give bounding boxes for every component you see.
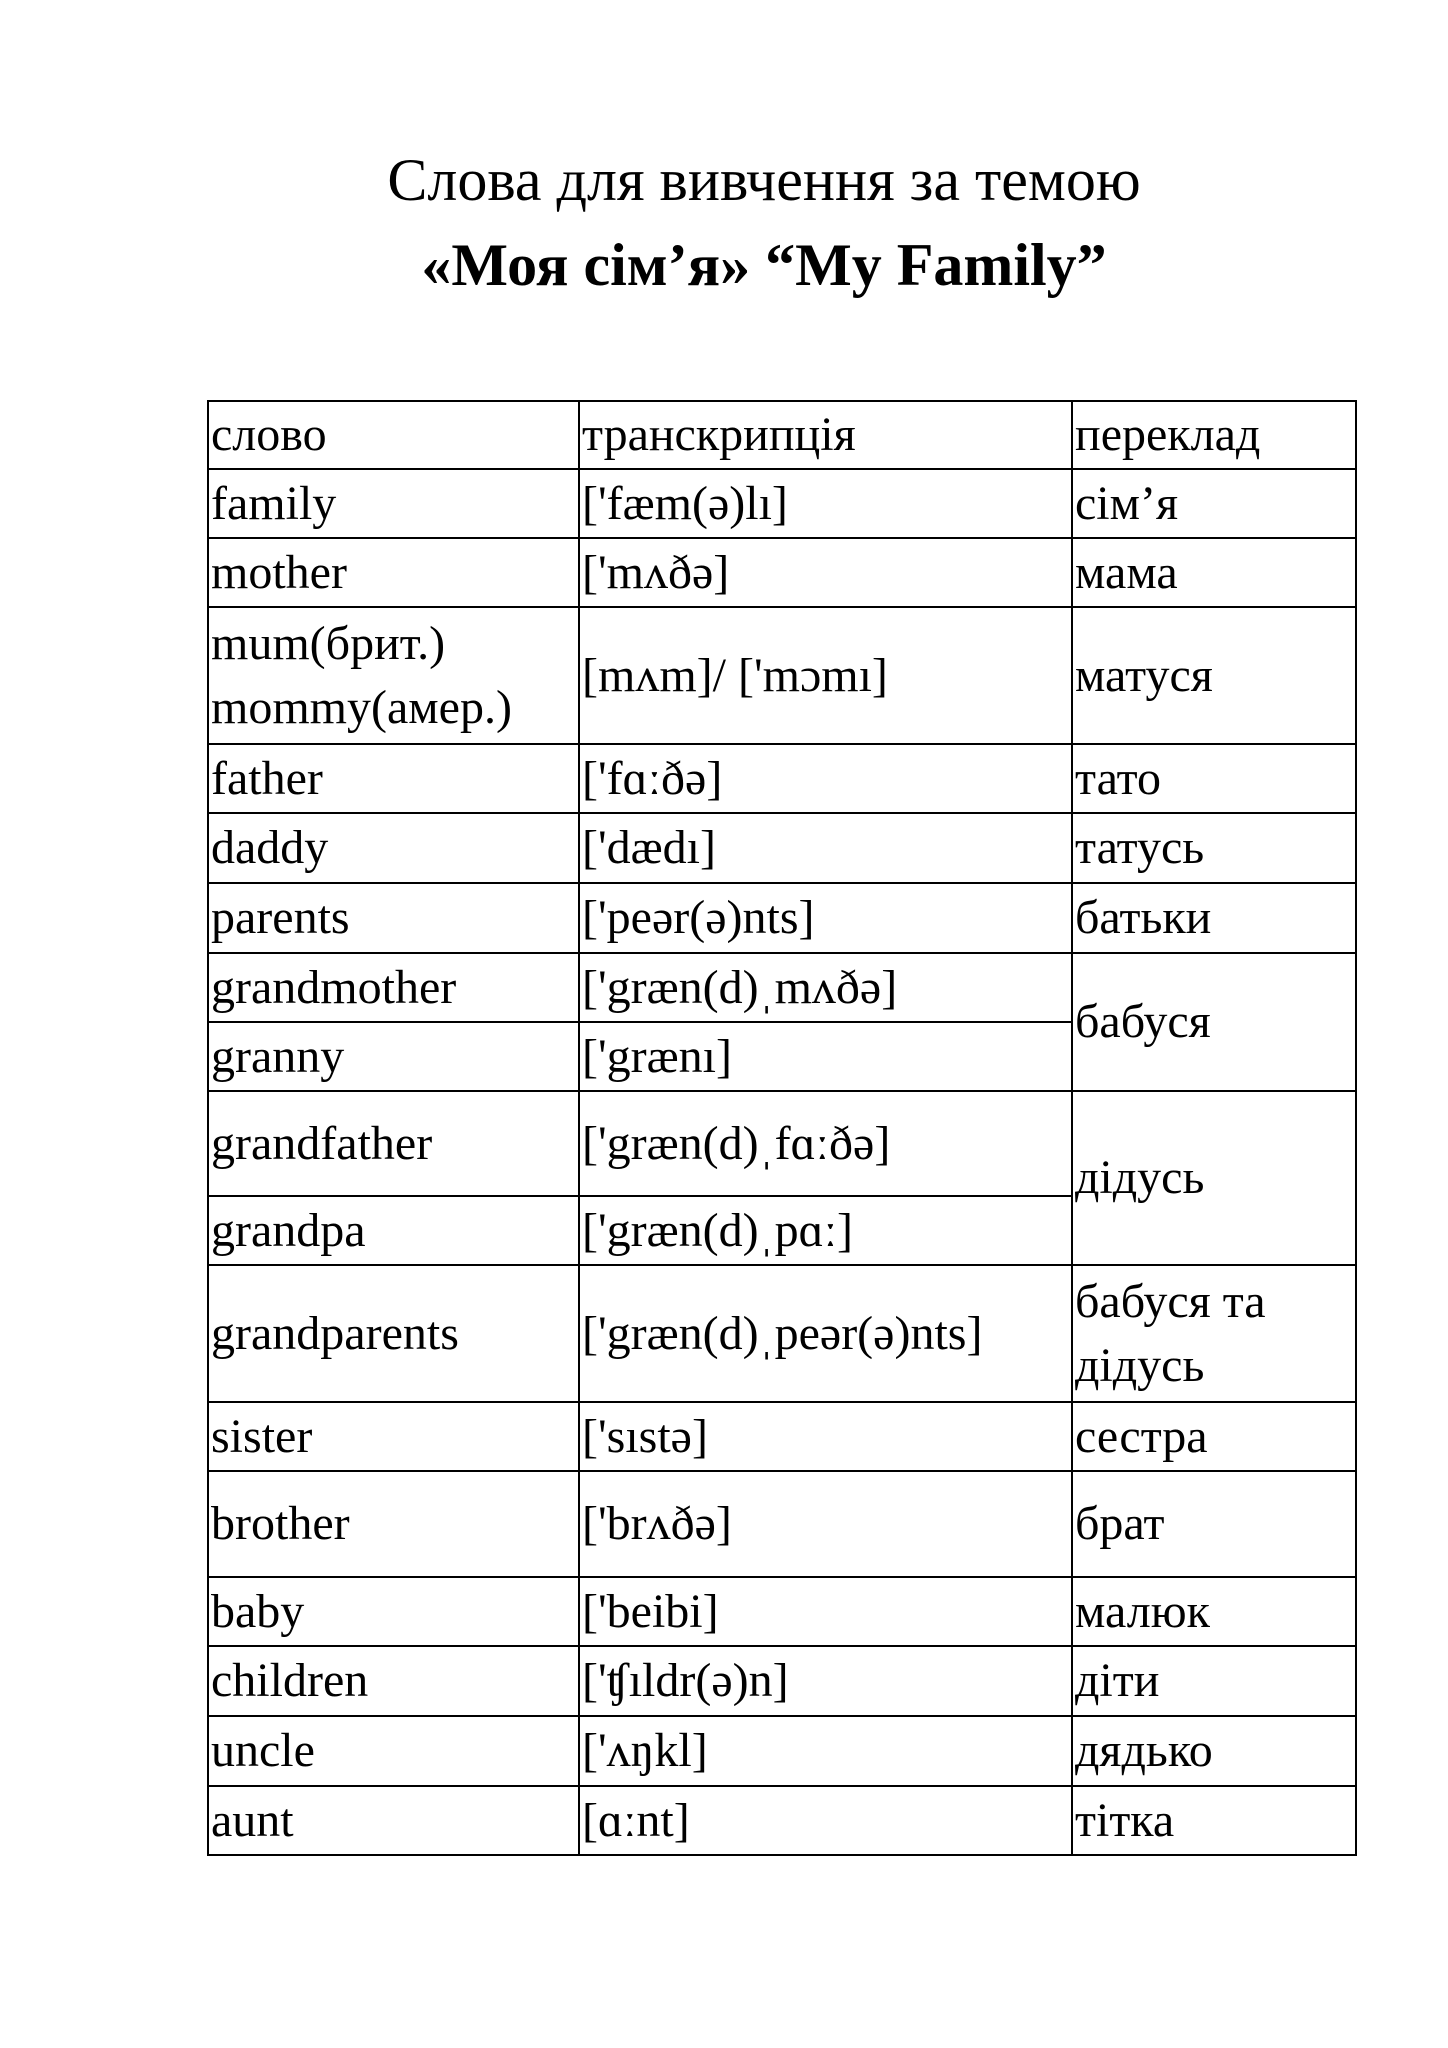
translation-cell: мама (1072, 538, 1356, 607)
header-transcription: транскрипція (579, 401, 1072, 469)
header-word: слово (208, 401, 579, 469)
word-cell: parents (208, 883, 579, 953)
transcription-cell: ['græn(d)ˌmʌðə] (579, 953, 1072, 1022)
word-cell: mother (208, 538, 579, 607)
word-cell: father (208, 744, 579, 813)
translation-cell: татусь (1072, 813, 1356, 883)
word-cell: uncle (208, 1716, 579, 1786)
word-cell: grandmother (208, 953, 579, 1022)
transcription-cell: ['ʧıldr(ə)n] (579, 1646, 1072, 1716)
word-cell: sister (208, 1402, 579, 1471)
translation-cell: батьки (1072, 883, 1356, 953)
word-cell (208, 607, 579, 744)
translation-cell (1072, 1265, 1356, 1402)
table-row (208, 1577, 1356, 1646)
transcription-cell: ['peər(ə)nts] (579, 883, 1072, 953)
table-row (208, 1716, 1356, 1786)
transcription-cell: ['græn(d)ˌpeər(ə)nts] (579, 1265, 1072, 1402)
table-row (208, 1265, 1356, 1402)
translation-line-1: бабуся та (1075, 1274, 1266, 1328)
transcription-cell: ['beibi] (579, 1577, 1072, 1646)
table-row (208, 538, 1356, 607)
table-header-row (208, 401, 1356, 469)
vocabulary-table (207, 400, 1357, 1856)
title-line-1: Слова для вивчення за темою (387, 147, 1141, 213)
transcription-cell: [ɑːnt] (579, 1786, 1072, 1855)
transcription-cell: [mʌm]/ ['mɔmı] (579, 607, 1072, 744)
translation-cell: сім’я (1072, 469, 1356, 538)
transcription-cell: ['græn(d)ˌpɑː] (579, 1196, 1072, 1265)
table-row (208, 469, 1356, 538)
word-cell: grandpa (208, 1196, 579, 1265)
word-cell: grandfather (208, 1091, 579, 1196)
translation-cell: тато (1072, 744, 1356, 813)
table-row (208, 744, 1356, 813)
table-row (208, 1091, 1356, 1196)
transcription-cell: ['græn(d)ˌfɑːðə] (579, 1091, 1072, 1196)
translation-cell: бабуся (1072, 953, 1356, 1091)
transcription-cell: ['ʌŋkl] (579, 1716, 1072, 1786)
transcription-cell: ['sıstə] (579, 1402, 1072, 1471)
word-line-1: mum(брит.) (211, 616, 446, 670)
word-line-2: mommy(амер.) (211, 680, 512, 734)
transcription-cell: ['fɑːðə] (579, 744, 1072, 813)
table-row (208, 1786, 1356, 1855)
table-row (208, 813, 1356, 883)
table-row (208, 1646, 1356, 1716)
table-row (208, 1402, 1356, 1471)
header-translation: переклад (1072, 401, 1356, 469)
title-line-2: «Моя сім’я» “My Family” (421, 232, 1107, 298)
word-cell: brother (208, 1471, 579, 1577)
word-cell: granny (208, 1022, 579, 1091)
word-cell: aunt (208, 1786, 579, 1855)
translation-cell: дідусь (1072, 1091, 1356, 1265)
word-cell: children (208, 1646, 579, 1716)
translation-cell: дядько (1072, 1716, 1356, 1786)
translation-cell: сестра (1072, 1402, 1356, 1471)
translation-cell: тітка (1072, 1786, 1356, 1855)
word-cell: family (208, 469, 579, 538)
transcription-cell: ['dædı] (579, 813, 1072, 883)
translation-line-2: дідусь (1075, 1338, 1205, 1392)
table-row (208, 607, 1356, 744)
transcription-cell: ['brʌðə] (579, 1471, 1072, 1577)
transcription-cell: ['grænı] (579, 1022, 1072, 1091)
table-row (208, 953, 1356, 1022)
table-row (208, 883, 1356, 953)
translation-cell: малюк (1072, 1577, 1356, 1646)
word-cell: baby (208, 1577, 579, 1646)
transcription-cell: ['mʌðə] (579, 538, 1072, 607)
table-row (208, 1471, 1356, 1577)
word-cell: grandparents (208, 1265, 579, 1402)
transcription-cell: ['fæm(ə)lı] (579, 469, 1072, 538)
word-cell: daddy (208, 813, 579, 883)
translation-cell: матуся (1072, 607, 1356, 744)
translation-cell: брат (1072, 1471, 1356, 1577)
translation-cell: діти (1072, 1646, 1356, 1716)
